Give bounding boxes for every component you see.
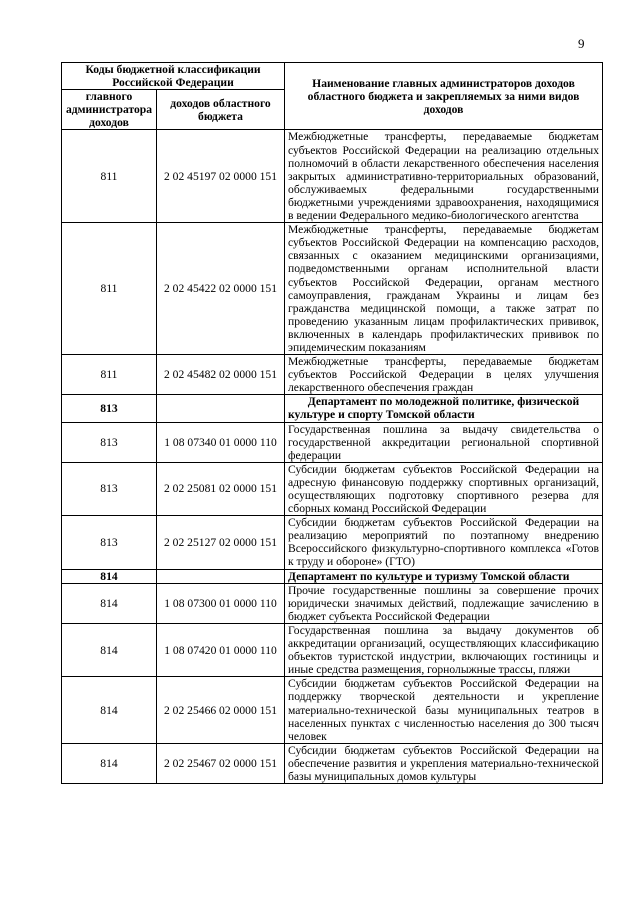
table-row bbox=[62, 130, 603, 223]
budget-classification-table bbox=[61, 62, 603, 784]
income-code-cell bbox=[157, 569, 285, 583]
table-row bbox=[62, 583, 603, 623]
income-description-cell: Государственная пошлина за выдачу документов об аккредитации организаций, осуществляющих классификацию объектов туристской индустрии, включающих гостиницы и иные средства размещения, горнолыжные трассы, пляжи bbox=[285, 623, 603, 676]
department-name-cell: Департамент по молодежной политике, физической культуре и спорту Томской области bbox=[285, 395, 603, 422]
admin-code-cell: 814 bbox=[62, 677, 157, 743]
admin-code-cell: 811 bbox=[62, 223, 157, 355]
table-row bbox=[62, 516, 603, 569]
department-name-cell: Департамент по культуре и туризму Томской области bbox=[285, 569, 603, 583]
table-row bbox=[62, 623, 603, 676]
table-row bbox=[62, 355, 603, 395]
admin-code-cell: 813 bbox=[62, 462, 157, 515]
header-name-column: Наименование главных администраторов доходов областного бюджета и закрепляемых за ними видов доходов bbox=[285, 63, 603, 130]
table-body bbox=[62, 130, 603, 784]
table-row bbox=[62, 743, 603, 783]
header-group-title: Коды бюджетной классификации Российской Федерации bbox=[62, 63, 285, 90]
department-row bbox=[62, 395, 603, 422]
header-income-column: доходов областного бюджета bbox=[157, 90, 285, 130]
table-row bbox=[62, 223, 603, 355]
admin-code-cell: 814 bbox=[62, 569, 157, 583]
income-code-cell: 2 02 25466 02 0000 151 bbox=[157, 677, 285, 743]
income-code-cell: 2 02 25081 02 0000 151 bbox=[157, 462, 285, 515]
table-row bbox=[62, 462, 603, 515]
admin-code-cell: 811 bbox=[62, 355, 157, 395]
income-code-cell: 1 08 07300 01 0000 110 bbox=[157, 583, 285, 623]
income-code-cell: 2 02 45197 02 0000 151 bbox=[157, 130, 285, 223]
income-description-cell: Субсидии бюджетам субъектов Российской Федерации на поддержку творческой деятельности и укрепление материально-технической базы муниципальных театров в населенных пунктах с численностью населения до 300 тысяч человек bbox=[285, 677, 603, 743]
income-code-cell: 1 08 07420 01 0000 110 bbox=[157, 623, 285, 676]
income-description-cell: Государственная пошлина за выдачу свидетельства о государственной аккредитации региональной спортивной федерации bbox=[285, 422, 603, 462]
income-code-cell bbox=[157, 395, 285, 422]
department-row bbox=[62, 569, 603, 583]
page-number: 9 bbox=[578, 36, 585, 51]
admin-code-cell: 814 bbox=[62, 583, 157, 623]
table-row bbox=[62, 422, 603, 462]
admin-code-cell: 814 bbox=[62, 623, 157, 676]
income-code-cell: 2 02 45422 02 0000 151 bbox=[157, 223, 285, 355]
income-description-cell: Субсидии бюджетам субъектов Российской Федерации на адресную финансовую поддержку спортивных организаций, осуществляющих подготовку спортивного резерва для сборных команд Российской Федерации bbox=[285, 462, 603, 515]
admin-code-cell: 811 bbox=[62, 130, 157, 223]
income-description-cell: Межбюджетные трансферты, передаваемые бюджетам субъектов Российской Федерации в целях улучшения лекарственного обеспечения граждан bbox=[285, 355, 603, 395]
income-code-cell: 2 02 45482 02 0000 151 bbox=[157, 355, 285, 395]
income-description-cell: Межбюджетные трансферты, передаваемые бюджетам субъектов Российской Федерации на компенсацию расходов, связанных с оказанием медицинскими организациями, подведомственными органам исполнительной власти субъектов Российской Федерации, органам местного самоуправления, гражданам Украины и лицам без гражданства медицинской помощи, а также затрат по проведению указанным лицам профилактических прививок, включенных в календарь профилактических прививок по эпидемическим показаниям bbox=[285, 223, 603, 355]
income-description-cell: Субсидии бюджетам субъектов Российской Федерации на реализацию мероприятий по поэтапному внедрению Всероссийского физкультурно-спортивного комплекса «Готов к труду и обороне» (ГТО) bbox=[285, 516, 603, 569]
income-description-cell: Прочие государственные пошлины за совершение прочих юридически значимых действий, подлежащие зачислению в бюджет субъекта Российской Федерации bbox=[285, 583, 603, 623]
admin-code-cell: 813 bbox=[62, 422, 157, 462]
income-code-cell: 1 08 07340 01 0000 110 bbox=[157, 422, 285, 462]
admin-code-cell: 813 bbox=[62, 516, 157, 569]
income-description-cell: Субсидии бюджетам субъектов Российской Федерации на обеспечение развития и укрепления материально-технической базы муниципальных домов культуры bbox=[285, 743, 603, 783]
header-admin-column: главного администратора доходов bbox=[62, 90, 157, 130]
admin-code-cell: 813 bbox=[62, 395, 157, 422]
income-code-cell: 2 02 25127 02 0000 151 bbox=[157, 516, 285, 569]
admin-code-cell: 814 bbox=[62, 743, 157, 783]
income-description-cell: Межбюджетные трансферты, передаваемые бюджетам субъектов Российской Федерации на реализацию отдельных полномочий в области лекарственного обеспечения населения закрытых административно-территориальных образований, обслуживаемых федеральными государственными бюджетными учреждениями здравоохранения, находящимися в ведении Федерального медико-биологического агентства bbox=[285, 130, 603, 223]
table-row bbox=[62, 677, 603, 743]
income-code-cell: 2 02 25467 02 0000 151 bbox=[157, 743, 285, 783]
